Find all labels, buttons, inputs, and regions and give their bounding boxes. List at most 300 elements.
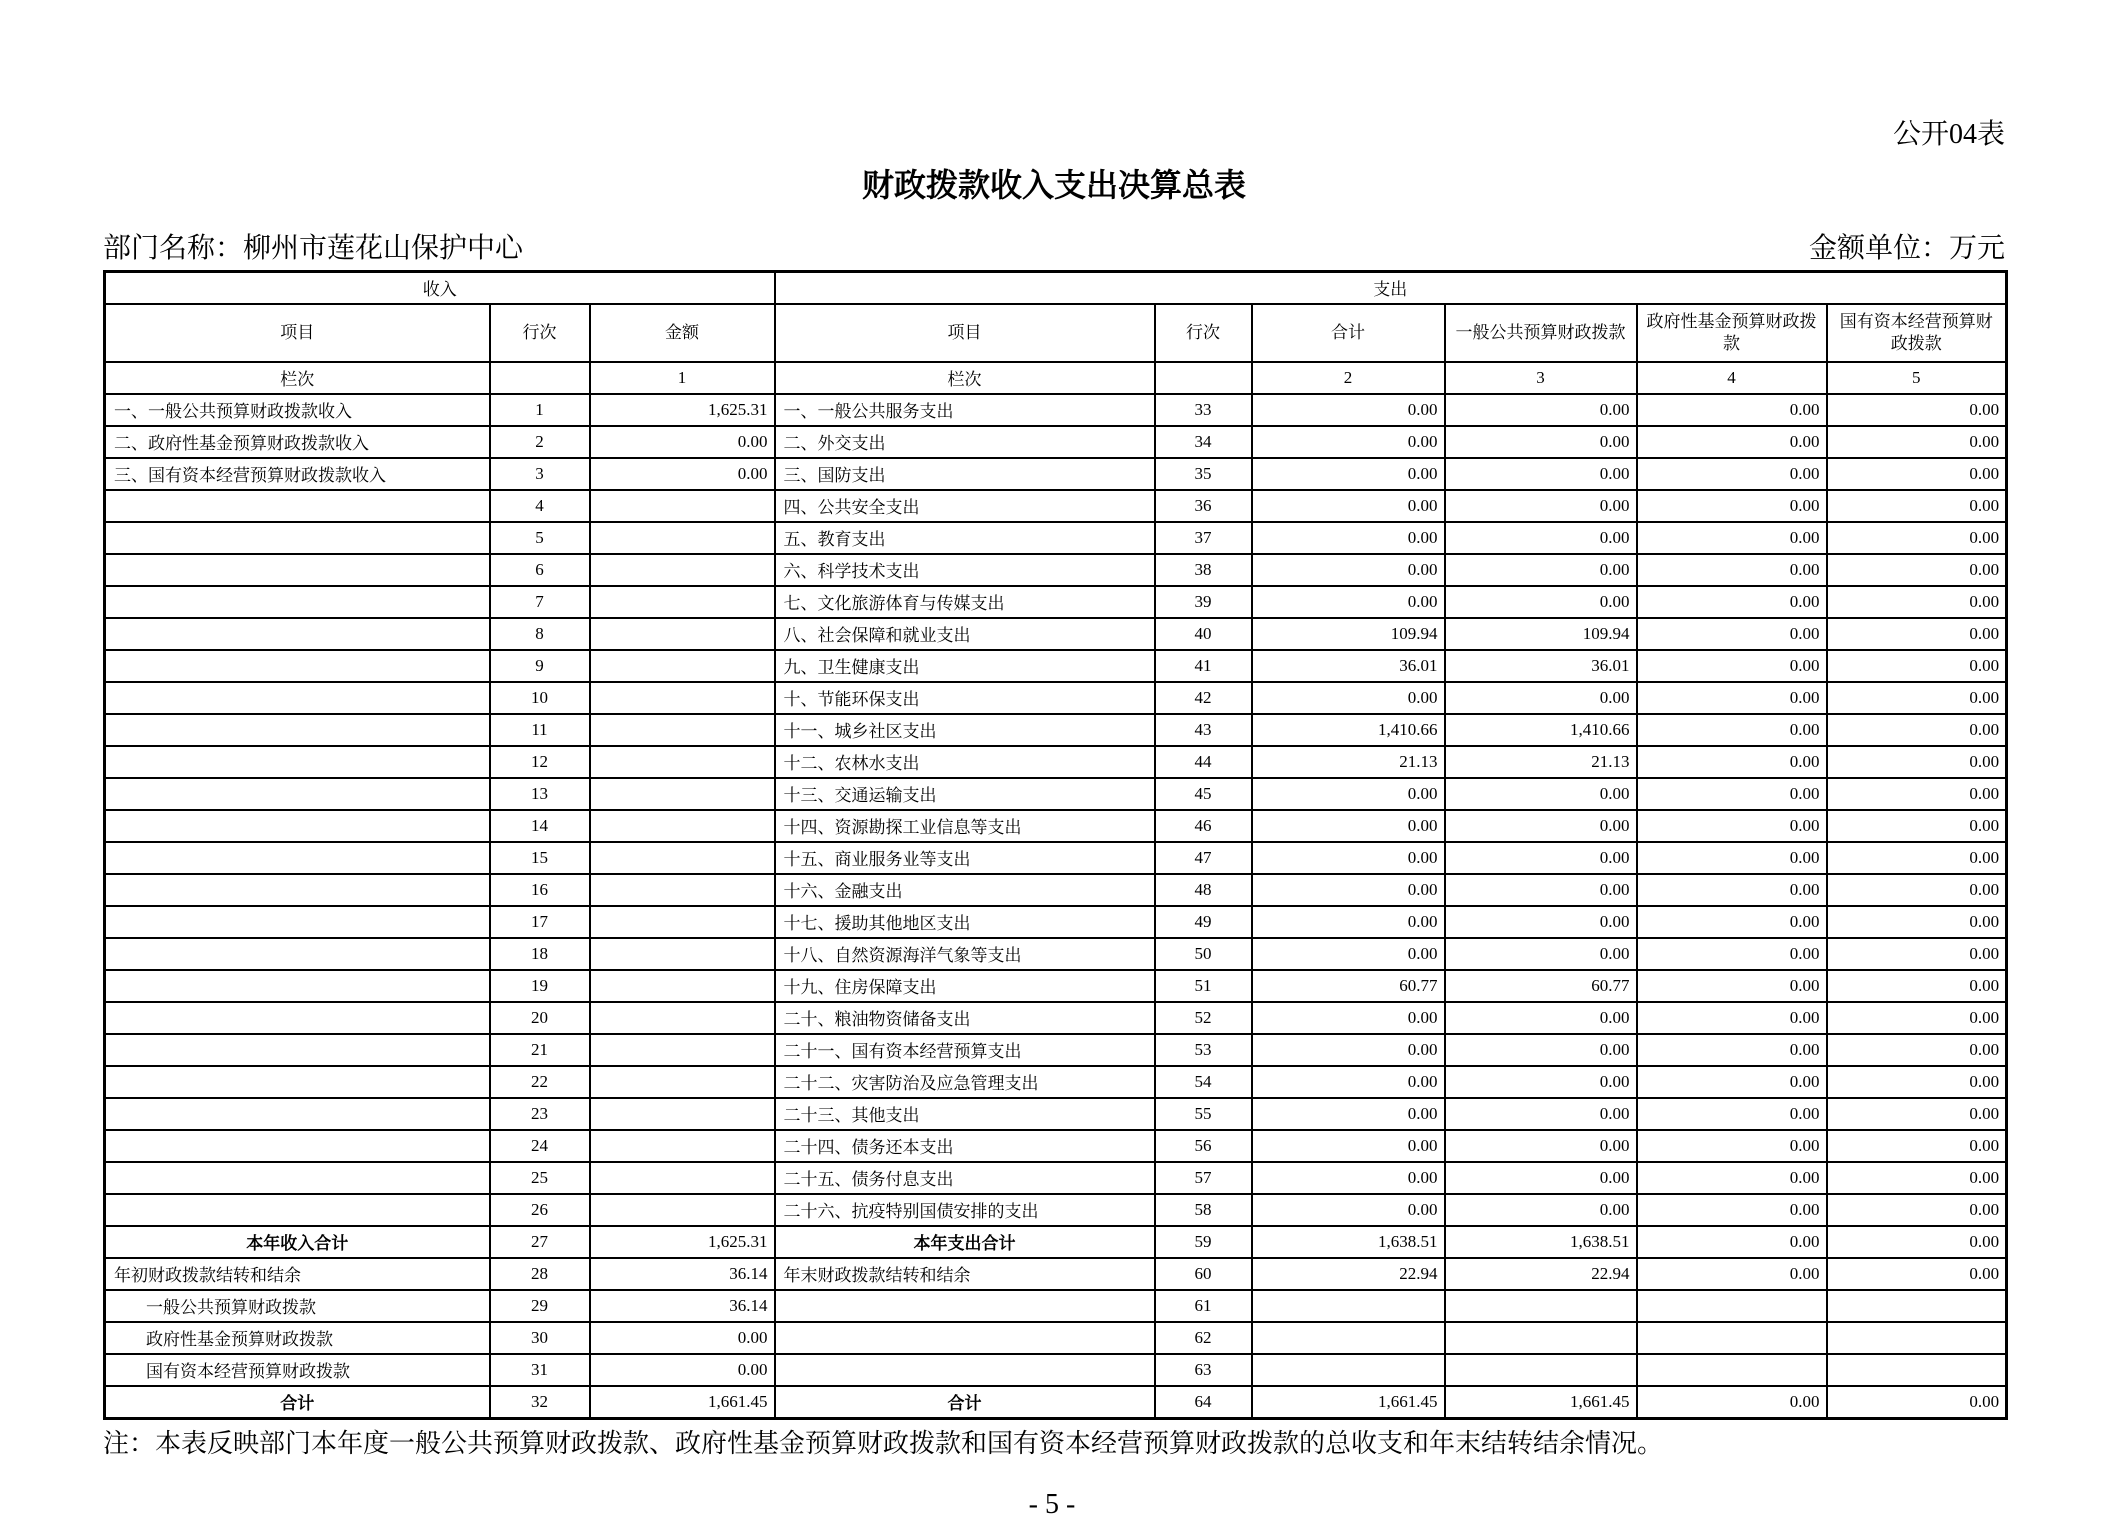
expense-line-cell: 37: [1155, 522, 1252, 554]
expense-item-cell: 一、一般公共服务支出: [775, 394, 1155, 426]
expense-value-cell: 0.00: [1445, 810, 1637, 842]
income-item-cell: [105, 1034, 490, 1066]
expense-item-cell: 九、卫生健康支出: [775, 650, 1155, 682]
income-line-cell: 15: [490, 842, 590, 874]
expense-value-cell: 0.00: [1827, 746, 2007, 778]
expense-value-cell: 0.00: [1445, 522, 1637, 554]
expense-value-cell: 0.00: [1827, 554, 2007, 586]
income-line-cell: 32: [490, 1386, 590, 1419]
expense-line-cell: 51: [1155, 970, 1252, 1002]
income-amount-cell: [590, 778, 775, 810]
expense-value-cell: 0.00: [1637, 842, 1827, 874]
expense-item-cell: 二十、粮油物资储备支出: [775, 1002, 1155, 1034]
income-item-cell: [105, 490, 490, 522]
expense-value-cell: 0.00: [1445, 874, 1637, 906]
expense-value-cell: 0.00: [1252, 842, 1445, 874]
expense-line-cell: 58: [1155, 1194, 1252, 1226]
expense-line-cell: 49: [1155, 906, 1252, 938]
expense-value-cell: 0.00: [1252, 426, 1445, 458]
expense-col-number: 3: [1445, 362, 1637, 394]
expense-value-cell: 0.00: [1252, 522, 1445, 554]
income-line-cell: 25: [490, 1162, 590, 1194]
expense-value-cell: 0.00: [1445, 1034, 1637, 1066]
expense-value-cell: 0.00: [1827, 1226, 2007, 1258]
expense-item-cell: 二、外交支出: [775, 426, 1155, 458]
table-row: [105, 1066, 2007, 1098]
income-amount-cell: 36.14: [590, 1290, 775, 1322]
income-line-cell: 7: [490, 586, 590, 618]
expense-item-cell: 本年支出合计: [775, 1226, 1155, 1258]
expense-item-cell: 十七、援助其他地区支出: [775, 906, 1155, 938]
income-item-cell: 一般公共预算财政拨款: [105, 1290, 490, 1322]
expense-value-cell: 0.00: [1827, 586, 2007, 618]
income-amount-cell: 1,625.31: [590, 394, 775, 426]
income-item-cell: [105, 1130, 490, 1162]
department-name: 部门名称：柳州市莲花山保护中心: [103, 232, 524, 264]
expense-value-cell: 0.00: [1445, 682, 1637, 714]
expense-value-cell: 1,661.45: [1252, 1386, 1445, 1419]
expense-value-cell: 0.00: [1827, 938, 2007, 970]
expense-value-cell: 36.01: [1252, 650, 1445, 682]
table-row: [105, 458, 2007, 490]
income-item-cell: [105, 554, 490, 586]
expense-value-cell: 1,410.66: [1252, 714, 1445, 746]
income-line-cell: 1: [490, 394, 590, 426]
expense-value-cell: 0.00: [1637, 618, 1827, 650]
expense-value-cell: 0.00: [1637, 1194, 1827, 1226]
expense-value-cell: 0.00: [1827, 682, 2007, 714]
expense-line-cell: 34: [1155, 426, 1252, 458]
income-item-cell: [105, 938, 490, 970]
expense-line-cell: 56: [1155, 1130, 1252, 1162]
expense-value-cell: 0.00: [1827, 842, 2007, 874]
table-row: [105, 778, 2007, 810]
expense-item-cell: 二十六、抗疫特别国债安排的支出: [775, 1194, 1155, 1226]
expense-line-cell: 59: [1155, 1226, 1252, 1258]
income-amount-cell: [590, 1130, 775, 1162]
expense-value-cell: 0.00: [1827, 1194, 2007, 1226]
expense-line-cell: 38: [1155, 554, 1252, 586]
income-item-cell: 政府性基金预算财政拨款: [105, 1322, 490, 1354]
expense-value-cell: 0.00: [1252, 490, 1445, 522]
expense-value-cell: 0.00: [1827, 522, 2007, 554]
expense-item-cell: 十九、住房保障支出: [775, 970, 1155, 1002]
income-line-cell: 16: [490, 874, 590, 906]
income-line-cell: 9: [490, 650, 590, 682]
expense-value-cell: 21.13: [1252, 746, 1445, 778]
expense-value-cell: 0.00: [1252, 586, 1445, 618]
income-amount-cell: [590, 906, 775, 938]
expense-value-cell: 1,638.51: [1445, 1226, 1637, 1258]
income-line-header: 行次: [490, 304, 590, 362]
expense-line-cell: 50: [1155, 938, 1252, 970]
expense-value-cell: 0.00: [1445, 426, 1637, 458]
income-line-cell: 6: [490, 554, 590, 586]
expense-value-cell: 1,661.45: [1445, 1386, 1637, 1419]
expense-value-cell: 0.00: [1827, 874, 2007, 906]
income-amount-cell: 0.00: [590, 458, 775, 490]
expense-value-cell: 109.94: [1445, 618, 1637, 650]
income-item-cell: 一、一般公共预算财政拨款收入: [105, 394, 490, 426]
expense-line-cell: 61: [1155, 1290, 1252, 1322]
expense-line-cell: 33: [1155, 394, 1252, 426]
column-header-row: [105, 304, 2007, 362]
expense-item-cell: 十六、金融支出: [775, 874, 1155, 906]
expense-item-cell: 十一、城乡社区支出: [775, 714, 1155, 746]
expense-value-cell: 0.00: [1827, 1034, 2007, 1066]
income-item-cell: [105, 1098, 490, 1130]
income-line-cell: 23: [490, 1098, 590, 1130]
expense-value-cell: 0.00: [1827, 1162, 2007, 1194]
expense-item-cell: 合计: [775, 1386, 1155, 1419]
expense-state-capital-header: 国有资本经营预算财政拨款: [1827, 304, 2007, 362]
expense-value-cell: 109.94: [1252, 618, 1445, 650]
table-row: [105, 618, 2007, 650]
expense-item-cell: 年末财政拨款结转和结余: [775, 1258, 1155, 1290]
table-row: [105, 906, 2007, 938]
expense-value-cell: 0.00: [1637, 1226, 1827, 1258]
expense-item-cell: 五、教育支出: [775, 522, 1155, 554]
expense-value-cell: 0.00: [1445, 554, 1637, 586]
income-line-cell: 19: [490, 970, 590, 1002]
expense-value-cell: 0.00: [1637, 1130, 1827, 1162]
expense-value-cell: 0.00: [1252, 458, 1445, 490]
expense-value-cell: 0.00: [1827, 1130, 2007, 1162]
expense-value-cell: 0.00: [1445, 1098, 1637, 1130]
expense-line-cell: 55: [1155, 1098, 1252, 1130]
page-title: 财政拨款收入支出决算总表: [861, 166, 1246, 203]
income-line-cell: 3: [490, 458, 590, 490]
table-row: [105, 1322, 2007, 1354]
table-row: [105, 1098, 2007, 1130]
expense-value-cell: 0.00: [1637, 490, 1827, 522]
expense-line-cell: 40: [1155, 618, 1252, 650]
expense-line-cell: 57: [1155, 1162, 1252, 1194]
income-line-cell: 20: [490, 1002, 590, 1034]
income-amount-cell: [590, 586, 775, 618]
income-amount-cell: [590, 938, 775, 970]
income-line-cell: 17: [490, 906, 590, 938]
expense-value-cell: 0.00: [1252, 1162, 1445, 1194]
income-line-cell: 12: [490, 746, 590, 778]
income-amount-cell: 1,661.45: [590, 1386, 775, 1419]
expense-line-cell: 47: [1155, 842, 1252, 874]
expense-value-cell: 0.00: [1252, 1130, 1445, 1162]
expense-value-cell: 0.00: [1252, 778, 1445, 810]
expense-value-cell: 0.00: [1827, 650, 2007, 682]
expense-value-cell: [1252, 1290, 1445, 1322]
expense-value-cell: 0.00: [1637, 682, 1827, 714]
income-amount-cell: [590, 1162, 775, 1194]
income-item-cell: [105, 1066, 490, 1098]
income-item-cell: [105, 1002, 490, 1034]
table-row: [105, 938, 2007, 970]
table-row: [105, 490, 2007, 522]
income-line-cell: 24: [490, 1130, 590, 1162]
table-row: [105, 1354, 2007, 1386]
expense-value-cell: 0.00: [1637, 586, 1827, 618]
expense-value-cell: 1,638.51: [1252, 1226, 1445, 1258]
table-row: [105, 1194, 2007, 1226]
fiscal-appropriation-table: [103, 270, 2008, 1420]
expense-value-cell: 0.00: [1637, 522, 1827, 554]
income-item-cell: [105, 586, 490, 618]
income-amount-cell: [590, 1002, 775, 1034]
expense-value-cell: 0.00: [1252, 1034, 1445, 1066]
expense-item-cell: [775, 1354, 1155, 1386]
expense-value-cell: [1445, 1322, 1637, 1354]
expense-item-cell: 四、公共安全支出: [775, 490, 1155, 522]
expense-value-cell: 0.00: [1637, 778, 1827, 810]
income-item-cell: [105, 810, 490, 842]
income-amount-cell: [590, 874, 775, 906]
income-line-cell: 8: [490, 618, 590, 650]
expense-line-cell: 41: [1155, 650, 1252, 682]
expense-line-cell: 45: [1155, 778, 1252, 810]
expense-value-cell: 60.77: [1252, 970, 1445, 1002]
expense-value-cell: 0.00: [1445, 490, 1637, 522]
expense-value-cell: 0.00: [1637, 874, 1827, 906]
section-header-row: [105, 271, 2007, 304]
expense-value-cell: [1827, 1354, 2007, 1386]
expense-line-cell: 42: [1155, 682, 1252, 714]
income-amount-cell: [590, 1194, 775, 1226]
expense-value-cell: 0.00: [1445, 1194, 1637, 1226]
table-row: [105, 586, 2007, 618]
income-item-cell: 三、国有资本经营预算财政拨款收入: [105, 458, 490, 490]
table-row: [105, 394, 2007, 426]
income-line-cell: 5: [490, 522, 590, 554]
income-line-cell: 18: [490, 938, 590, 970]
expense-line-cell: 44: [1155, 746, 1252, 778]
income-line-cell: 22: [490, 1066, 590, 1098]
income-line-cell: 4: [490, 490, 590, 522]
expense-line-cell: 60: [1155, 1258, 1252, 1290]
table-row: [105, 1130, 2007, 1162]
expense-value-cell: 0.00: [1637, 554, 1827, 586]
income-line-cell: 21: [490, 1034, 590, 1066]
income-item-cell: [105, 682, 490, 714]
income-lanci-blank: [490, 362, 590, 394]
expense-line-cell: 54: [1155, 1066, 1252, 1098]
expense-value-cell: 0.00: [1445, 778, 1637, 810]
expense-value-cell: 0.00: [1445, 1130, 1637, 1162]
expense-value-cell: [1637, 1354, 1827, 1386]
expense-col-number: 2: [1252, 362, 1445, 394]
expense-value-cell: 60.77: [1445, 970, 1637, 1002]
expense-item-cell: 二十四、债务还本支出: [775, 1130, 1155, 1162]
expense-value-cell: 36.01: [1445, 650, 1637, 682]
income-amount-header: 金额: [590, 304, 775, 362]
income-amount-cell: [590, 1098, 775, 1130]
expense-line-cell: 53: [1155, 1034, 1252, 1066]
expense-value-cell: 0.00: [1252, 874, 1445, 906]
expense-item-header: 项目: [775, 304, 1155, 362]
table-row: [105, 650, 2007, 682]
income-amount-cell: [590, 970, 775, 1002]
income-amount-cell: [590, 490, 775, 522]
expense-value-cell: [1637, 1290, 1827, 1322]
income-amount-cell: [590, 1066, 775, 1098]
table-note: 注：本表反映部门本年度一般公共预算财政拨款、政府性基金预算财政拨款和国有资本经营预算财政拨款的总收支和年末结转结余情况。: [103, 1428, 1664, 1458]
table-row: [105, 746, 2007, 778]
expense-line-cell: 36: [1155, 490, 1252, 522]
income-amount-cell: [590, 842, 775, 874]
expense-item-cell: 二十二、灾害防治及应急管理支出: [775, 1066, 1155, 1098]
income-item-cell: [105, 714, 490, 746]
expense-value-cell: 0.00: [1252, 938, 1445, 970]
expense-value-cell: 0.00: [1827, 1002, 2007, 1034]
expense-value-cell: 0.00: [1637, 394, 1827, 426]
expense-value-cell: 0.00: [1827, 810, 2007, 842]
income-amount-cell: [590, 554, 775, 586]
income-line-cell: 31: [490, 1354, 590, 1386]
expense-value-cell: [1445, 1290, 1637, 1322]
income-amount-cell: 0.00: [590, 426, 775, 458]
income-col-number: 1: [590, 362, 775, 394]
expense-value-cell: [1637, 1322, 1827, 1354]
expense-value-cell: [1827, 1290, 2007, 1322]
income-section-header: 收入: [105, 271, 775, 304]
expense-value-cell: 0.00: [1827, 1098, 2007, 1130]
table-row: [105, 1258, 2007, 1290]
income-amount-cell: 36.14: [590, 1258, 775, 1290]
expense-value-cell: 0.00: [1445, 394, 1637, 426]
expense-value-cell: 0.00: [1637, 1258, 1827, 1290]
expense-value-cell: 0.00: [1252, 1098, 1445, 1130]
expense-value-cell: 0.00: [1252, 1002, 1445, 1034]
expense-value-cell: 0.00: [1252, 682, 1445, 714]
expense-item-cell: [775, 1322, 1155, 1354]
income-item-cell: [105, 746, 490, 778]
expense-value-cell: 0.00: [1637, 458, 1827, 490]
expense-value-cell: 0.00: [1637, 970, 1827, 1002]
expense-general-budget-header: 一般公共预算财政拨款: [1445, 304, 1637, 362]
table-row: [105, 1290, 2007, 1322]
expense-item-cell: [775, 1290, 1155, 1322]
income-item-cell: [105, 618, 490, 650]
expense-value-cell: 0.00: [1252, 554, 1445, 586]
income-line-cell: 11: [490, 714, 590, 746]
income-line-cell: 14: [490, 810, 590, 842]
expense-value-cell: 0.00: [1637, 1162, 1827, 1194]
income-item-cell: [105, 874, 490, 906]
income-amount-cell: [590, 714, 775, 746]
expense-value-cell: 0.00: [1445, 1162, 1637, 1194]
table-row: [105, 1162, 2007, 1194]
income-amount-cell: 0.00: [590, 1354, 775, 1386]
expense-value-cell: 0.00: [1637, 1098, 1827, 1130]
income-item-cell: [105, 522, 490, 554]
meta-row: [103, 232, 2005, 266]
income-item-cell: 国有资本经营预算财政拨款: [105, 1354, 490, 1386]
expense-value-cell: 0.00: [1827, 1066, 2007, 1098]
form-number-label: 公开04表: [1892, 119, 2005, 150]
income-item-cell: 年初财政拨款结转和结余: [105, 1258, 490, 1290]
expense-value-cell: 0.00: [1827, 1258, 2007, 1290]
expense-value-cell: [1827, 1322, 2007, 1354]
income-amount-cell: [590, 650, 775, 682]
income-amount-cell: [590, 618, 775, 650]
expense-value-cell: 0.00: [1637, 1066, 1827, 1098]
table-row: [105, 810, 2007, 842]
expense-item-cell: 十二、农林水支出: [775, 746, 1155, 778]
income-line-cell: 2: [490, 426, 590, 458]
income-amount-cell: [590, 522, 775, 554]
table-row: [105, 554, 2007, 586]
expense-value-cell: 0.00: [1637, 1034, 1827, 1066]
expense-value-cell: 0.00: [1827, 458, 2007, 490]
table-row: [105, 522, 2007, 554]
column-index-row: [105, 362, 2007, 394]
income-line-cell: 30: [490, 1322, 590, 1354]
income-item-cell: 合计: [105, 1386, 490, 1419]
expense-value-cell: 0.00: [1637, 426, 1827, 458]
expense-value-cell: 22.94: [1445, 1258, 1637, 1290]
expense-item-cell: 十三、交通运输支出: [775, 778, 1155, 810]
expense-item-cell: 二十一、国有资本经营预算支出: [775, 1034, 1155, 1066]
expense-value-cell: 0.00: [1445, 1066, 1637, 1098]
expense-value-cell: 0.00: [1445, 458, 1637, 490]
table-row: [105, 842, 2007, 874]
expense-value-cell: [1252, 1354, 1445, 1386]
expense-value-cell: 0.00: [1827, 394, 2007, 426]
income-item-cell: [105, 842, 490, 874]
expense-value-cell: 21.13: [1445, 746, 1637, 778]
income-amount-cell: [590, 1034, 775, 1066]
income-item-cell: [105, 778, 490, 810]
expense-value-cell: 0.00: [1827, 714, 2007, 746]
expense-value-cell: 0.00: [1445, 906, 1637, 938]
income-line-cell: 27: [490, 1226, 590, 1258]
income-item-cell: [105, 970, 490, 1002]
expense-item-cell: 十四、资源勘探工业信息等支出: [775, 810, 1155, 842]
expense-item-cell: 十、节能环保支出: [775, 682, 1155, 714]
expense-value-cell: 0.00: [1827, 1386, 2007, 1419]
income-amount-cell: [590, 810, 775, 842]
expense-value-cell: 0.00: [1445, 842, 1637, 874]
expense-line-cell: 46: [1155, 810, 1252, 842]
expense-line-cell: 52: [1155, 1002, 1252, 1034]
income-line-cell: 26: [490, 1194, 590, 1226]
expense-value-cell: 0.00: [1637, 906, 1827, 938]
expense-line-header: 行次: [1155, 304, 1252, 362]
income-amount-cell: [590, 682, 775, 714]
expense-total-header: 合计: [1252, 304, 1445, 362]
income-line-cell: 10: [490, 682, 590, 714]
expense-value-cell: 0.00: [1637, 938, 1827, 970]
income-item-cell: 二、政府性基金预算财政拨款收入: [105, 426, 490, 458]
expense-lanci-blank: [1155, 362, 1252, 394]
expense-value-cell: 22.94: [1252, 1258, 1445, 1290]
income-item-cell: [105, 906, 490, 938]
income-line-cell: 28: [490, 1258, 590, 1290]
expense-value-cell: 0.00: [1637, 1386, 1827, 1419]
expense-value-cell: 0.00: [1827, 970, 2007, 1002]
expense-line-cell: 39: [1155, 586, 1252, 618]
expense-value-cell: 0.00: [1252, 394, 1445, 426]
expense-value-cell: 0.00: [1637, 1002, 1827, 1034]
expense-col-number: 5: [1827, 362, 2007, 394]
unit-label: 金额单位：万元: [1808, 232, 2005, 264]
income-lanci-label: 栏次: [105, 362, 490, 394]
expense-item-cell: 十五、商业服务业等支出: [775, 842, 1155, 874]
income-amount-cell: [590, 746, 775, 778]
expense-lanci-label: 栏次: [775, 362, 1155, 394]
income-item-cell: [105, 1194, 490, 1226]
expense-value-cell: 0.00: [1827, 778, 2007, 810]
expense-line-cell: 48: [1155, 874, 1252, 906]
